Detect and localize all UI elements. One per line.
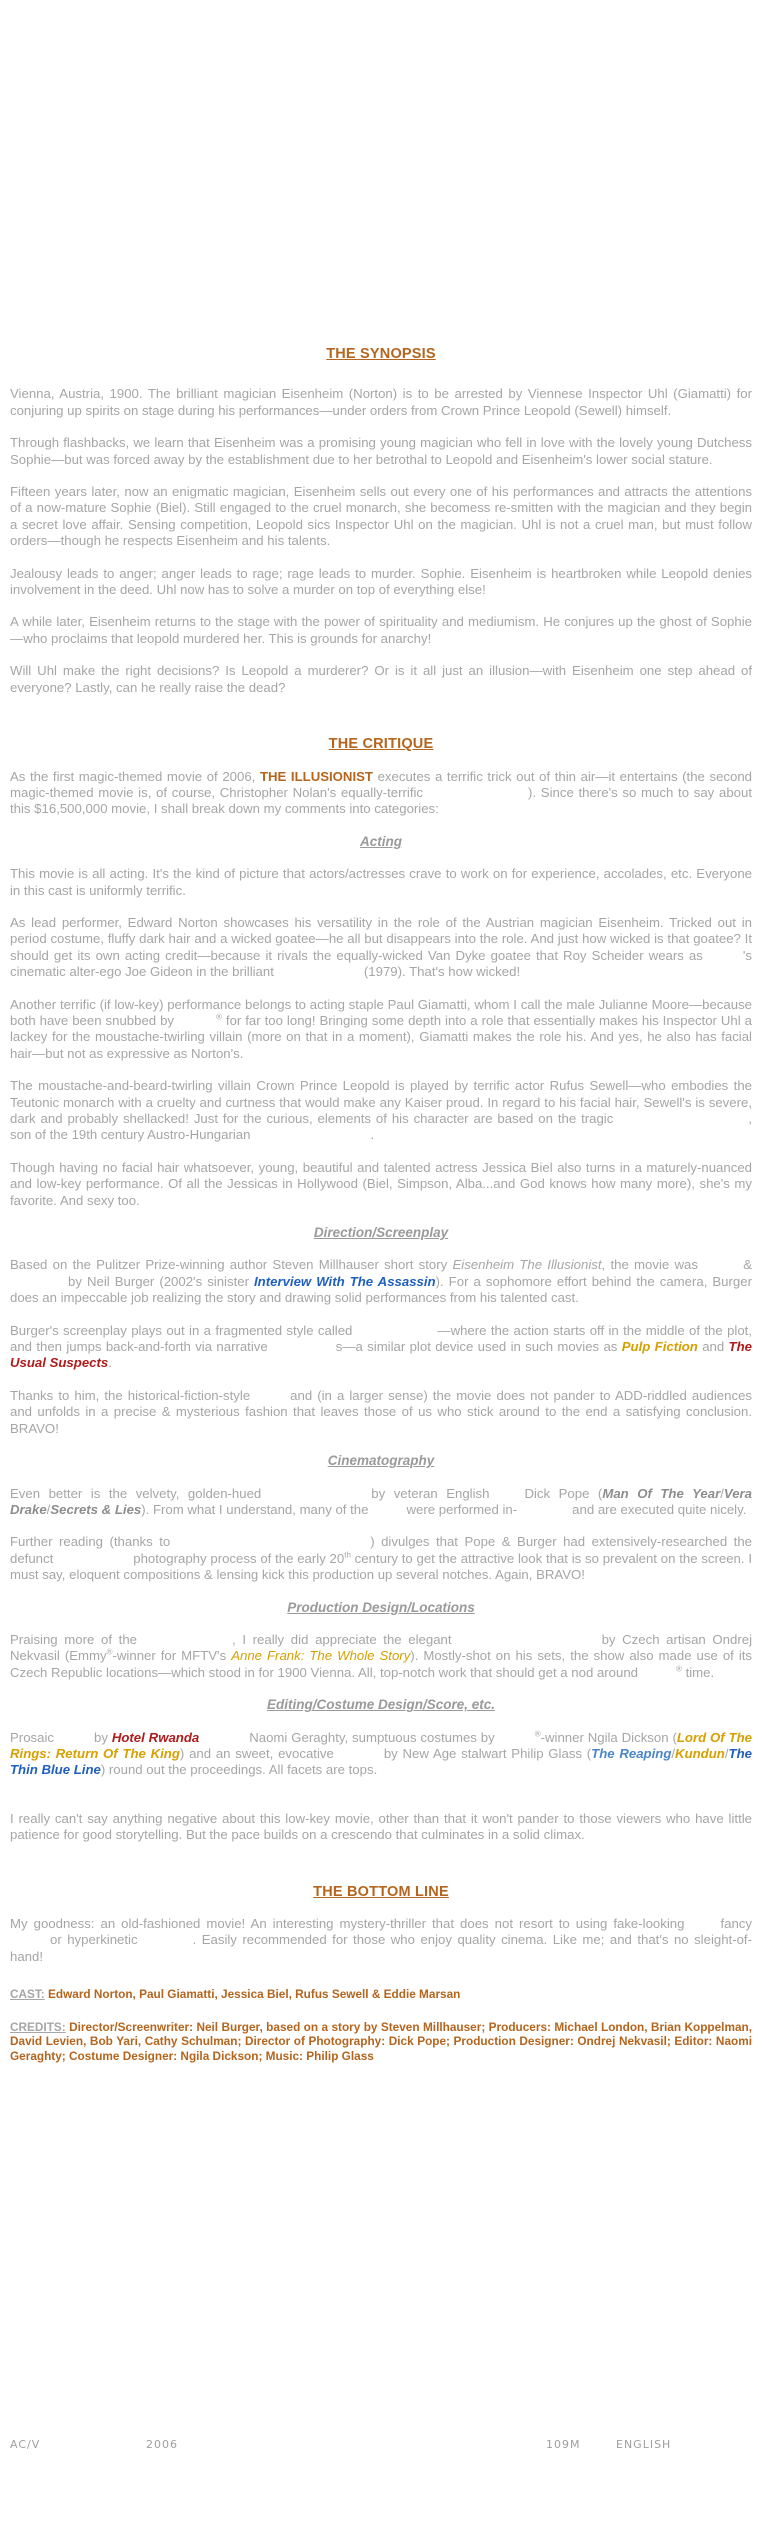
production-paragraph-1 [10,1632,752,1681]
ordinal-suffix: th [344,1550,351,1560]
text: / [46,1501,51,1517]
synopsis-paragraph-3: Fifteen years later, now an enigmatic magician, Eisenheim sells out every one of his performances and attracts the attentions of a now-mature Sophie (Biel). Still engaged to the cruel monarch, she becomess re-smitten with the magician and they begin a secret love affair. Sensing competition, Leopold sics Inspector Uhl on the magician. Uhl is not a cruel man, but must follow orders—though he respects Eisenheim and his talents. [10,484,752,549]
acting-heading: Acting [360,833,402,849]
text: century to get the attractive look that is so prevalent on the screen. I must say, eloquent compositions & lensing kick this production up several notches. Again, BRAVO! [10,1550,752,1583]
text: My goodness: an old-fashioned movie! An interesting mystery-thriller that does not resort to using fake-looking [10,1916,685,1931]
film-link[interactable]: Hotel Rwanda [111,1729,200,1745]
text: Naomi Geraghty, sumptuous costumes by [249,1729,495,1745]
cast-credits [10,1987,752,2063]
text: , I really did appreciate the elegant [232,1631,452,1647]
text: Based on the Pulitzer Prize-winning author Steven Millhauser short story [10,1257,453,1273]
synopsis-paragraph-6: Will Uhl make the right decisions? Is Leopold a murderer? Or is it all just an illusion—with Eisenheim one step ahead of everyone? Lastly, can he really raise the dead? [10,663,752,695]
closing-paragraph: I really can't say anything negative about this low-key movie, other than that it won't pander to those viewers who have little patience for good storytelling. But the pace builds on a crescendo that culminates in a solid climax. [10,1810,752,1843]
film-link[interactable]: Secrets & Lies [50,1501,142,1517]
film-link[interactable]: Lord Of The Rings: Return Of The King [10,1729,753,1761]
film-link[interactable]: The Reaping [591,1745,672,1761]
text: . [108,1355,112,1371]
text: -winner for MFTV's [112,1648,232,1664]
text: As lead performer, Edward Norton showcases his versatility in the role of the Austrian magician Eisenheim. Tricked out in period costume, fluffy dark hair and a wicked goatee—he all but disappears into the role. And just how wicked is that goatee? It should get its own acting credit—because it rivals the equally-wicked Van Dyke goatee that Roy Scheider wears as [10,914,752,963]
text: were performed in- [406,1501,518,1517]
text: Burger's screenplay plays out in a fragmented style called [10,1322,353,1338]
registered-mark: ® [534,1729,541,1739]
text: fancy [720,1916,752,1931]
film-link[interactable]: Kundun [675,1745,725,1761]
registered-mark: ® [106,1647,113,1657]
text: , the movie was [601,1257,698,1273]
text: ). For a sophomore effort behind the camera, Burger does an impeccable job realizing the story and drawing solid performances from his talented cast. [10,1273,752,1306]
direction-paragraph-2 [10,1323,752,1372]
text: Even better is the velvety, golden-hued [10,1485,262,1501]
text: Another terrific (if low-key) performance belongs to acting staple Paul Giamatti, whom I call the male Julianne Moore—because both have been snubbed by [10,996,752,1028]
film-link[interactable]: The Thin Blue Line [10,1745,752,1778]
text: and are executed quite nicely. [572,1501,747,1517]
text: . [370,1127,375,1143]
text: The moustache-and-beard-twirling villain Crown Prince Leopold is played by terrific actor Rufus Sewell—who embodies the Teutonic monarch with a cruelty and curtness that would make any Kaiser proud. In regard to his facial hair, Sewell's is severe, dark and probably shellacked! Just for the curious, elements of his character are based on the tragic [10,1078,752,1126]
film-link[interactable]: Pulp Fiction [621,1339,698,1355]
release-year: 2006 [146,2438,178,2451]
direction-paragraph-1 [10,1257,752,1306]
rating: AC/V [10,2438,41,2451]
text: ). From what I understand, many of the [141,1501,369,1517]
story-title: Eisenheim The Illusionist [452,1257,602,1273]
text: by Czech artisan Ondrej Nekvasil (Emmy [10,1631,753,1664]
editing-heading: Editing/Costume Design/Score, etc. [266,1697,496,1713]
film-link[interactable]: Anne Frank: The Whole Story [231,1648,411,1664]
synopsis-paragraph-4: Jealousy leads to anger; anger leads to rage; rage leads to murder. Sophie. Eisenheim is heartbroken while Leopold denies involvement in the deed. Uhl now has to solve a murder on top of everything else! [10,565,752,598]
movie-info-footer [10,2437,752,2451]
credits-label: CREDITS: [10,2019,66,2034]
text: 's cinematic alter-ego Joe Gideon in the brilliant [10,947,752,980]
text: / [724,1745,729,1761]
text: by veteran English [371,1485,490,1501]
acting-paragraph-1: This movie is all acting. It's the kind of picture that actors/actresses crave to work on for experience, accolades, etc. Everyone in this cast is uniformly terrific. [10,866,752,898]
text: ). Mostly-shot on his sets, the show also made use of its Czech Republic locations—which stood in for 1900 Vienna. All, top-notch work that should get a nod around [10,1648,753,1680]
text: —where the action starts off in the middle of the plot, and then jumps back-and-forth via narrative [10,1322,752,1355]
editing-paragraph-1 [10,1730,752,1779]
text: ) divulges that Pope & Burger had extensively-researched the defunct [10,1534,753,1566]
intro-text: executes a terrific trick out of thin air—it entertains (the second magic-themed movie is, of course, Christopher Nolan's equally-terrific [10,768,753,800]
text: & [743,1257,752,1273]
text: -winner Ngila Dickson ( [540,1729,677,1745]
production-heading: Production Design/Locations [287,1599,475,1615]
cinematography-paragraph-2 [10,1534,752,1583]
credits-line [10,2020,752,2064]
language: ENGLISH [616,2438,672,2451]
acting-paragraph-4 [10,1078,752,1144]
text: ) round out the proceedings. All facets are tops. [100,1762,378,1778]
film-link[interactable]: Vera Drake [10,1485,752,1517]
acting-paragraph-2 [10,915,752,981]
direction-paragraph-3 [10,1388,752,1437]
acting-paragraph-3 [10,997,752,1063]
text: by Neil Burger (2002's sinister [68,1273,255,1289]
text: Further reading (thanks to [10,1534,171,1550]
cinematography-heading: Cinematography [327,1453,435,1469]
cinematography-paragraph-1 [10,1486,752,1519]
acting-paragraph-5: Though having no facial hair whatsoever, young, beautiful and talented actress Jessica Biel also turns in a maturely-nuanced and low-key performance. Of all the Jessicas in Hollywood (Biel, Simpson, Alba...and God knows how many more), she's my favorite. And sexy too. [10,1159,752,1208]
credits-text: Director/Screenwriter: Neil Burger, based on a story by Steven Millhauser; Producers: Michael London, Brian Koppelman, David Levien, Bob Yari, Cathy Schulman; Director of Photography: Dick Pope; Production Designer: Ondrej Nekvasil; Editor: Naomi Geraghty; Costume Designer: Ngila Dickson; Music: Philip Glass [10,2019,752,2063]
text: and (in a larger sense) the movie does not pander to ADD-riddled audiences and unfolds in a precise & mysterious fashion that leaves those of us who stick around to the end a satisfying conclusion. BRAVO! [10,1387,752,1436]
text: , son of the 19th century Austro-Hungarian [10,1111,752,1143]
film-link[interactable]: Interview With The Assassin [254,1273,436,1289]
text: . Easily recommended for those who enjoy quality cinema. Like me; and that's no sleight-of-hand! [10,1932,752,1964]
text: and [697,1339,729,1355]
registered-mark: ® [676,1664,682,1674]
text: Thanks to him, the historical-fiction-style [10,1387,251,1403]
film-link[interactable]: The Usual Suspects [10,1339,752,1371]
text: Prosaic [10,1729,54,1745]
text: ) and an sweet, evocative [179,1745,334,1761]
text: (1979). That's how wicked! [363,964,521,980]
text: / [720,1485,724,1501]
text: time. [681,1664,715,1680]
text: Dick Pope ( [524,1485,603,1501]
bottom-line-heading: THE BOTTOM LINE [313,1883,449,1900]
text: Praising more of the [10,1631,137,1647]
critique-heading: THE CRITIQUE [328,736,434,753]
synopsis-paragraph-5: A while later, Eisenheim returns to the stage with the power of spirituality and mediumism. He conjures up the ghost of Sophie—who proclaims that leopold murdered her. This is grounds for anarchy! [10,614,752,646]
text: for far too long! Bringing some depth into a role that essentially makes his Inspector Uhl a lackey for the moustache-twirling villain (more on that in a moment), Giamatti makes the role his. And yes, he also has facial hair—but not as expressive as Norton's. [10,1012,752,1061]
text: or hyperkinetic [50,1932,138,1948]
runtime: 109M [546,2438,581,2451]
direction-heading: Direction/Screenplay [313,1225,449,1241]
registered-mark: ® [216,1012,222,1022]
synopsis-heading: THE SYNOPSIS [326,346,436,362]
text: / [671,1745,676,1761]
cast-text: Edward Norton, Paul Giamatti, Jessica Biel, Rufus Sewell & Eddie Marsan [44,1987,461,2002]
film-link[interactable]: Man Of The Year [602,1485,721,1501]
text: s—a similar plot device used in such movies as [335,1339,622,1355]
cast-label: CAST: [10,1987,45,2002]
cast-line [10,1987,752,2002]
text: by [93,1729,112,1745]
synopsis-paragraph-2: Through flashbacks, we learn that Eisenheim was a promising young magician who fell in love with the lovely young Dutchess Sophie—but was forced away by the establishment due to her betrothal to Leopold and Eisenheim's lower social stature. [10,435,752,467]
movie-title: THE ILLUSIONIST [259,768,373,784]
intro-text: As the first magic-themed movie of 2006, [10,768,260,784]
text: photography process of the early 20 [133,1550,345,1566]
synopsis-paragraph-1: Vienna, Austria, 1900. The brilliant magician Eisenheim (Norton) is to be arrested by Viennese Inspector Uhl (Giamatti) for conjuring up spirits on stage during his performances—under orders from Crown Prince Leopold (Sewell) himself. [10,386,752,418]
critique-intro [10,769,752,818]
text: by New Age stalwart Philip Glass ( [383,1745,592,1761]
intro-text: ). Since there's so much to say about this $16,500,000 movie, I shall break down my comments into categories: [10,784,752,817]
review-page [10,0,752,2063]
bottom-line-paragraph [10,1916,752,1965]
